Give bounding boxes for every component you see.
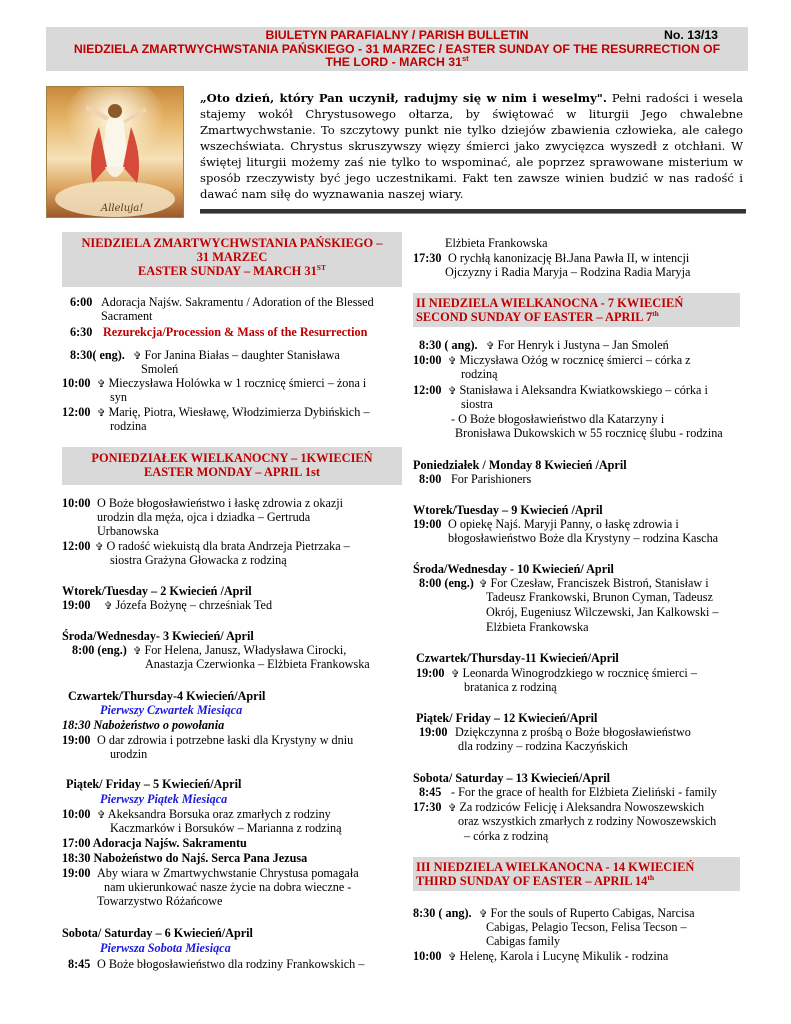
cross-icon: ✞ xyxy=(448,356,457,367)
mass-intention-cont: nam ukierunkować nasze życie na dobra wieczne - xyxy=(104,880,352,894)
mass-intention: ✞ Leonarda Winogrodzkiego w rocznicę śmierci – xyxy=(451,666,697,680)
mass-intention: O opiekę Najś. Maryji Panny, o łaskę zdrowia i xyxy=(448,517,679,531)
section-third-sunday xyxy=(413,857,740,891)
mass-intention-cont: Tadeusz Frankowski, Brunon Cyman, Tadeusz xyxy=(486,590,713,604)
mass-time: 19:00 xyxy=(419,725,448,739)
mass-intention-cont: syn xyxy=(110,390,127,404)
devotion-line: 17:00 Adoracja Najśw. Sakramentu xyxy=(62,836,247,850)
day-heading: Czwartek/Thursday-11 Kwiecień/April xyxy=(416,651,619,665)
mass-intention: O Boże błogosławieństwo i łaskę zdrowia z okazji xyxy=(97,496,344,510)
mass-intention-cont: Cabigas family xyxy=(486,934,561,948)
mass-time: 10:00 xyxy=(413,353,442,367)
mass-intention-cont: siostra xyxy=(461,397,493,411)
mass-time: 17:30 xyxy=(413,800,442,814)
day-heading: Wtorek/Tuesday – 2 Kwiecień /April xyxy=(62,584,252,598)
resurrection-mass: Rezurekcja/Procession & Mass of the Resurrection xyxy=(103,325,368,339)
mass-intention: ✞ Stanisława i Aleksandra Kwiatkowskiego – córka i xyxy=(448,383,708,397)
mass-intention-cont: siostra Grażyna Głowacka z rodziną xyxy=(110,553,287,567)
mass-intention-cont: Ojczyzny i Radia Maryja – Rodzina Radia Maryja xyxy=(445,265,691,279)
mass-intention-cont: Okrój, Eugeniusz Wilczewski, Jan Kalkowski – xyxy=(486,605,719,619)
mass-intention-cont: – córka z rodziną xyxy=(464,829,549,843)
cross-icon: ✞ xyxy=(479,579,488,590)
bulletin-header xyxy=(46,27,748,71)
mass-time: 8:30( eng). xyxy=(70,348,125,362)
cross-icon: ✞ xyxy=(97,379,106,390)
mass-time: 12:00 xyxy=(413,383,442,397)
mass-intention-cont: Smoleń xyxy=(141,362,179,376)
mass-intention: For Parishioners xyxy=(451,472,532,486)
mass-time: 8:00 xyxy=(419,472,442,486)
header-subtitle-cont: THE LORD - MARCH 31st xyxy=(325,53,469,69)
mass-intention: ✞ For Janina Białas – daughter Stanisława xyxy=(133,348,340,362)
mass-intention-cont: Urbanowska xyxy=(97,524,159,538)
mass-time: 6:00 xyxy=(70,295,93,309)
mass-time: 8:00 (eng.) xyxy=(419,576,474,590)
section-easter-monday xyxy=(62,447,402,485)
section-title-pl: NIEDZIELA ZMARTWYCHWSTANIA PAŃSKIEGO – xyxy=(81,236,383,250)
image-caption: Alleluja! xyxy=(101,203,144,214)
mass-intention-cont: Cabigas, Pelagio Tecson, Felisa Tecson – xyxy=(486,920,687,934)
mass-time: 8:30 ( ang). xyxy=(419,338,478,352)
day-heading: Wtorek/Tuesday – 9 Kwiecień /April xyxy=(413,503,603,517)
day-heading: Środa/Wednesday- 3 Kwiecień/ April xyxy=(62,629,254,643)
risen-christ-illustration xyxy=(47,87,183,217)
special-day-label: Pierwszy Piątek Miesiąca xyxy=(100,792,228,806)
intro-paragraph xyxy=(200,90,743,202)
intro-divider xyxy=(200,209,746,214)
cross-icon: ✞ xyxy=(97,408,106,419)
mass-intention: Adoracja Najśw. Sakramentu / Adoration of the Blessed xyxy=(101,295,374,309)
mass-time: 10:00 xyxy=(62,807,91,821)
day-heading: Piątek/ Friday – 12 Kwiecień/April xyxy=(416,711,598,725)
day-heading: Czwartek/Thursday-4 Kwiecień/April xyxy=(68,689,266,703)
cross-icon: ✞ xyxy=(133,351,142,362)
section-title-en: EASTER SUNDAY – MARCH 31ST xyxy=(138,262,326,278)
mass-intention-cont: błogosławieństwo Boże dla Krystyny – rodzina Kascha xyxy=(448,531,719,545)
mass-intention-cont: urodzin xyxy=(110,747,148,761)
mass-intention-cont: rodzina xyxy=(110,419,147,433)
section-title-en: SECOND SUNDAY OF EASTER – APRIL 7th xyxy=(416,308,659,324)
mass-intention: ✞ Za rodziców Felicję i Aleksandra Nowoszewskich xyxy=(448,800,705,814)
mass-intention: O dar zdrowia i potrzebne łaski dla Krystyny w dniu xyxy=(97,733,354,747)
cross-icon: ✞ xyxy=(451,669,460,680)
mass-intention-cont: bratanica z rodziną xyxy=(464,680,557,694)
mass-intention-cont: Kaczmarków i Borsuków – Marianna z rodziną xyxy=(110,821,342,835)
mass-intention: ✞ Józefa Bożynę – chrześniak Ted xyxy=(104,598,273,612)
mass-intention: ✞ O radość wiekuistą dla brata Andrzeja Pietrzaka – xyxy=(95,539,350,553)
devotion-line: 18:30 Nabożeństwo do Najś. Serca Pana Jezusa xyxy=(62,851,308,865)
section-title-en: THIRD SUNDAY OF EASTER – APRIL 14th xyxy=(416,872,655,888)
section-title-pl: PONIEDZIAŁEK WIELKANOCNY – 1KWIECIEŃ xyxy=(91,451,373,465)
issue-number: No. 13/13 xyxy=(664,28,718,42)
cross-icon: ✞ xyxy=(479,909,488,920)
mass-intention: - O Boże błogosławieństwo dla Katarzyny i xyxy=(451,412,665,426)
mass-time: 10:00 xyxy=(62,376,91,390)
mass-intention-cont: Sacrament xyxy=(101,309,153,323)
cross-icon: ✞ xyxy=(448,803,457,814)
mass-intention-cont: Towarzystwo Różańcowe xyxy=(97,894,223,908)
cross-icon: ✞ xyxy=(133,646,142,657)
mass-intention: - For the grace of health for Elżbieta Zieliński - family xyxy=(451,785,717,799)
mass-intention: O Boże błogosławieństwo dla rodziny Frankowskich – xyxy=(97,957,365,971)
mass-time: 10:00 xyxy=(62,496,91,510)
special-day-label: Pierwsza Sobota Miesiąca xyxy=(100,941,231,955)
mass-time: 19:00 xyxy=(416,666,445,680)
mass-intention-cont: Elżbieta Frankowska xyxy=(445,236,548,250)
mass-time: 8:45 xyxy=(419,785,442,799)
mass-intention: ✞ Marię, Piotra, Wiesławę, Włodzimierza Dybińskich – xyxy=(97,405,370,419)
mass-intention: ✞ Mieczysława Holówka w 1 rocznicę śmierci – żona i xyxy=(97,376,367,390)
mass-intention: ✞ Akeksandra Borsuka oraz zmarłych z rodziny xyxy=(97,807,331,821)
mass-intention: Aby wiara w Zmartwychwstanie Chrystusa pomagała xyxy=(97,866,359,880)
mass-intention-cont: urodzin dla męża, ojca i dziadka – Gertruda xyxy=(97,510,311,524)
mass-intention-cont: Anastazja Czerwionka – Elżbieta Frankowska xyxy=(145,657,370,671)
mass-intention: ✞ For Czesław, Franciszek Bistroń, Stanisław i xyxy=(479,576,709,590)
mass-intention: ✞ For the souls of Ruperto Cabigas, Narcisa xyxy=(479,906,695,920)
day-heading: Poniedziałek / Monday 8 Kwiecień /April xyxy=(413,458,627,472)
mass-time: 19:00 xyxy=(62,866,91,880)
mass-intention: Dziękczynna z prośbą o Boże błogosławieństwo xyxy=(455,725,691,739)
resurrection-image xyxy=(46,86,184,218)
intro-body: Pełni radości i wesela stajemy wokół Chrystusowego ołtarza, by świętować w liturgii Jego chwalebne Zmartwychwstanie. To szczytowy punkt nie tylko dziejów zbawienia człowieka, ale całego wszechświata. Chrystus skruszywszy więzy śmierci jako zwycięzca wyszedł z otchłani. W świętej liturgii możemy zaś nie tylko to wspominać, ale poprzez sprawowane misterium w sposób rzeczywisty być jego uczestnikami. Fakt ten zawsze winien budzić w nas radość i dawać nam siłę do wyznawania naszej wiary. xyxy=(200,91,743,201)
mass-intention: ✞ For Henryk i Justyna – Jan Smoleń xyxy=(486,338,669,352)
mass-time: 12:00 xyxy=(62,405,91,419)
cross-icon: ✞ xyxy=(486,341,495,352)
mass-time: 17:30 xyxy=(413,251,442,265)
mass-time: 10:00 xyxy=(413,949,442,963)
mass-intention: O rychłą kanonizację Bł.Jana Pawła II, w intencji xyxy=(448,251,690,265)
day-heading: Piątek/ Friday – 5 Kwiecień/April xyxy=(66,777,242,791)
section-title-pl: II NIEDZIELA WIELKANOCNA - 7 KWIECIEŃ xyxy=(416,296,684,310)
mass-intention-cont: Bronisława Dukowskich w 55 rocznicę ślubu - rodzina xyxy=(455,426,723,440)
cross-icon: ✞ xyxy=(104,601,113,612)
section-date-pl: 31 MARZEC xyxy=(196,250,268,264)
mass-time: 6:30 xyxy=(70,325,93,339)
mass-intention: ✞ For Helena, Janusz, Władysława Cirocki, xyxy=(133,643,347,657)
day-heading: Środa/Wednesday - 10 Kwiecień/ April xyxy=(413,562,614,576)
section-easter-sunday xyxy=(62,232,402,287)
mass-intention-cont: dla rodziny – rodzina Kaczyńskich xyxy=(458,739,628,753)
header-title: BIULETYN PARAFIALNY / PARISH BULLETIN xyxy=(265,28,529,42)
section-title-pl: III NIEDZIELA WIELKANOCNA - 14 KWIECIEŃ xyxy=(416,860,695,874)
mass-time: 19:00 xyxy=(62,598,91,612)
section-second-sunday xyxy=(413,293,740,327)
mass-time: 8:00 (eng.) xyxy=(72,643,127,657)
day-heading: Sobota/ Saturday – 6 Kwiecień/April xyxy=(62,926,253,940)
mass-time: 12:00 xyxy=(62,539,91,553)
mass-intention-cont: oraz wszystkich zmarłych z rodziny Nowoszewskich xyxy=(458,814,717,828)
mass-intention-cont: rodziną xyxy=(461,367,498,381)
mass-time: 19:00 xyxy=(413,517,442,531)
mass-intention-cont: Elżbieta Frankowska xyxy=(486,620,589,634)
day-heading: Sobota/ Saturday – 13 Kwiecień/April xyxy=(413,771,611,785)
section-title-en: EASTER MONDAY – APRIL 1st xyxy=(143,465,321,479)
mass-intention: ✞ Miczysława Ożóg w rocznicę śmierci – córka z xyxy=(448,353,691,367)
mass-time: 19:00 xyxy=(62,733,91,747)
cross-icon: ✞ xyxy=(448,952,457,963)
mass-time: 8:45 xyxy=(68,957,91,971)
cross-icon: ✞ xyxy=(95,542,104,553)
mass-intention: ✞ Helenę, Karola i Lucynę Mikulik - rodzina xyxy=(448,949,669,963)
header-subtitle: NIEDZIELA ZMARTWYCHWSTANIA PAŃSKIEGO - 31 MARZEC / EASTER SUNDAY OF THE RESURRECTION OF xyxy=(73,42,721,56)
intro-quote: „Oto dzień, który Pan uczynił, radujmy się w nim i weselmy". xyxy=(200,91,607,105)
mass-time: 8:30 ( ang). xyxy=(413,906,472,920)
special-day-label: Pierwszy Czwartek Miesiąca xyxy=(100,703,243,717)
cross-icon: ✞ xyxy=(97,810,106,821)
cross-icon: ✞ xyxy=(448,386,457,397)
devotion-line: 18:30 Nabożeństwo o powołania xyxy=(62,718,225,732)
